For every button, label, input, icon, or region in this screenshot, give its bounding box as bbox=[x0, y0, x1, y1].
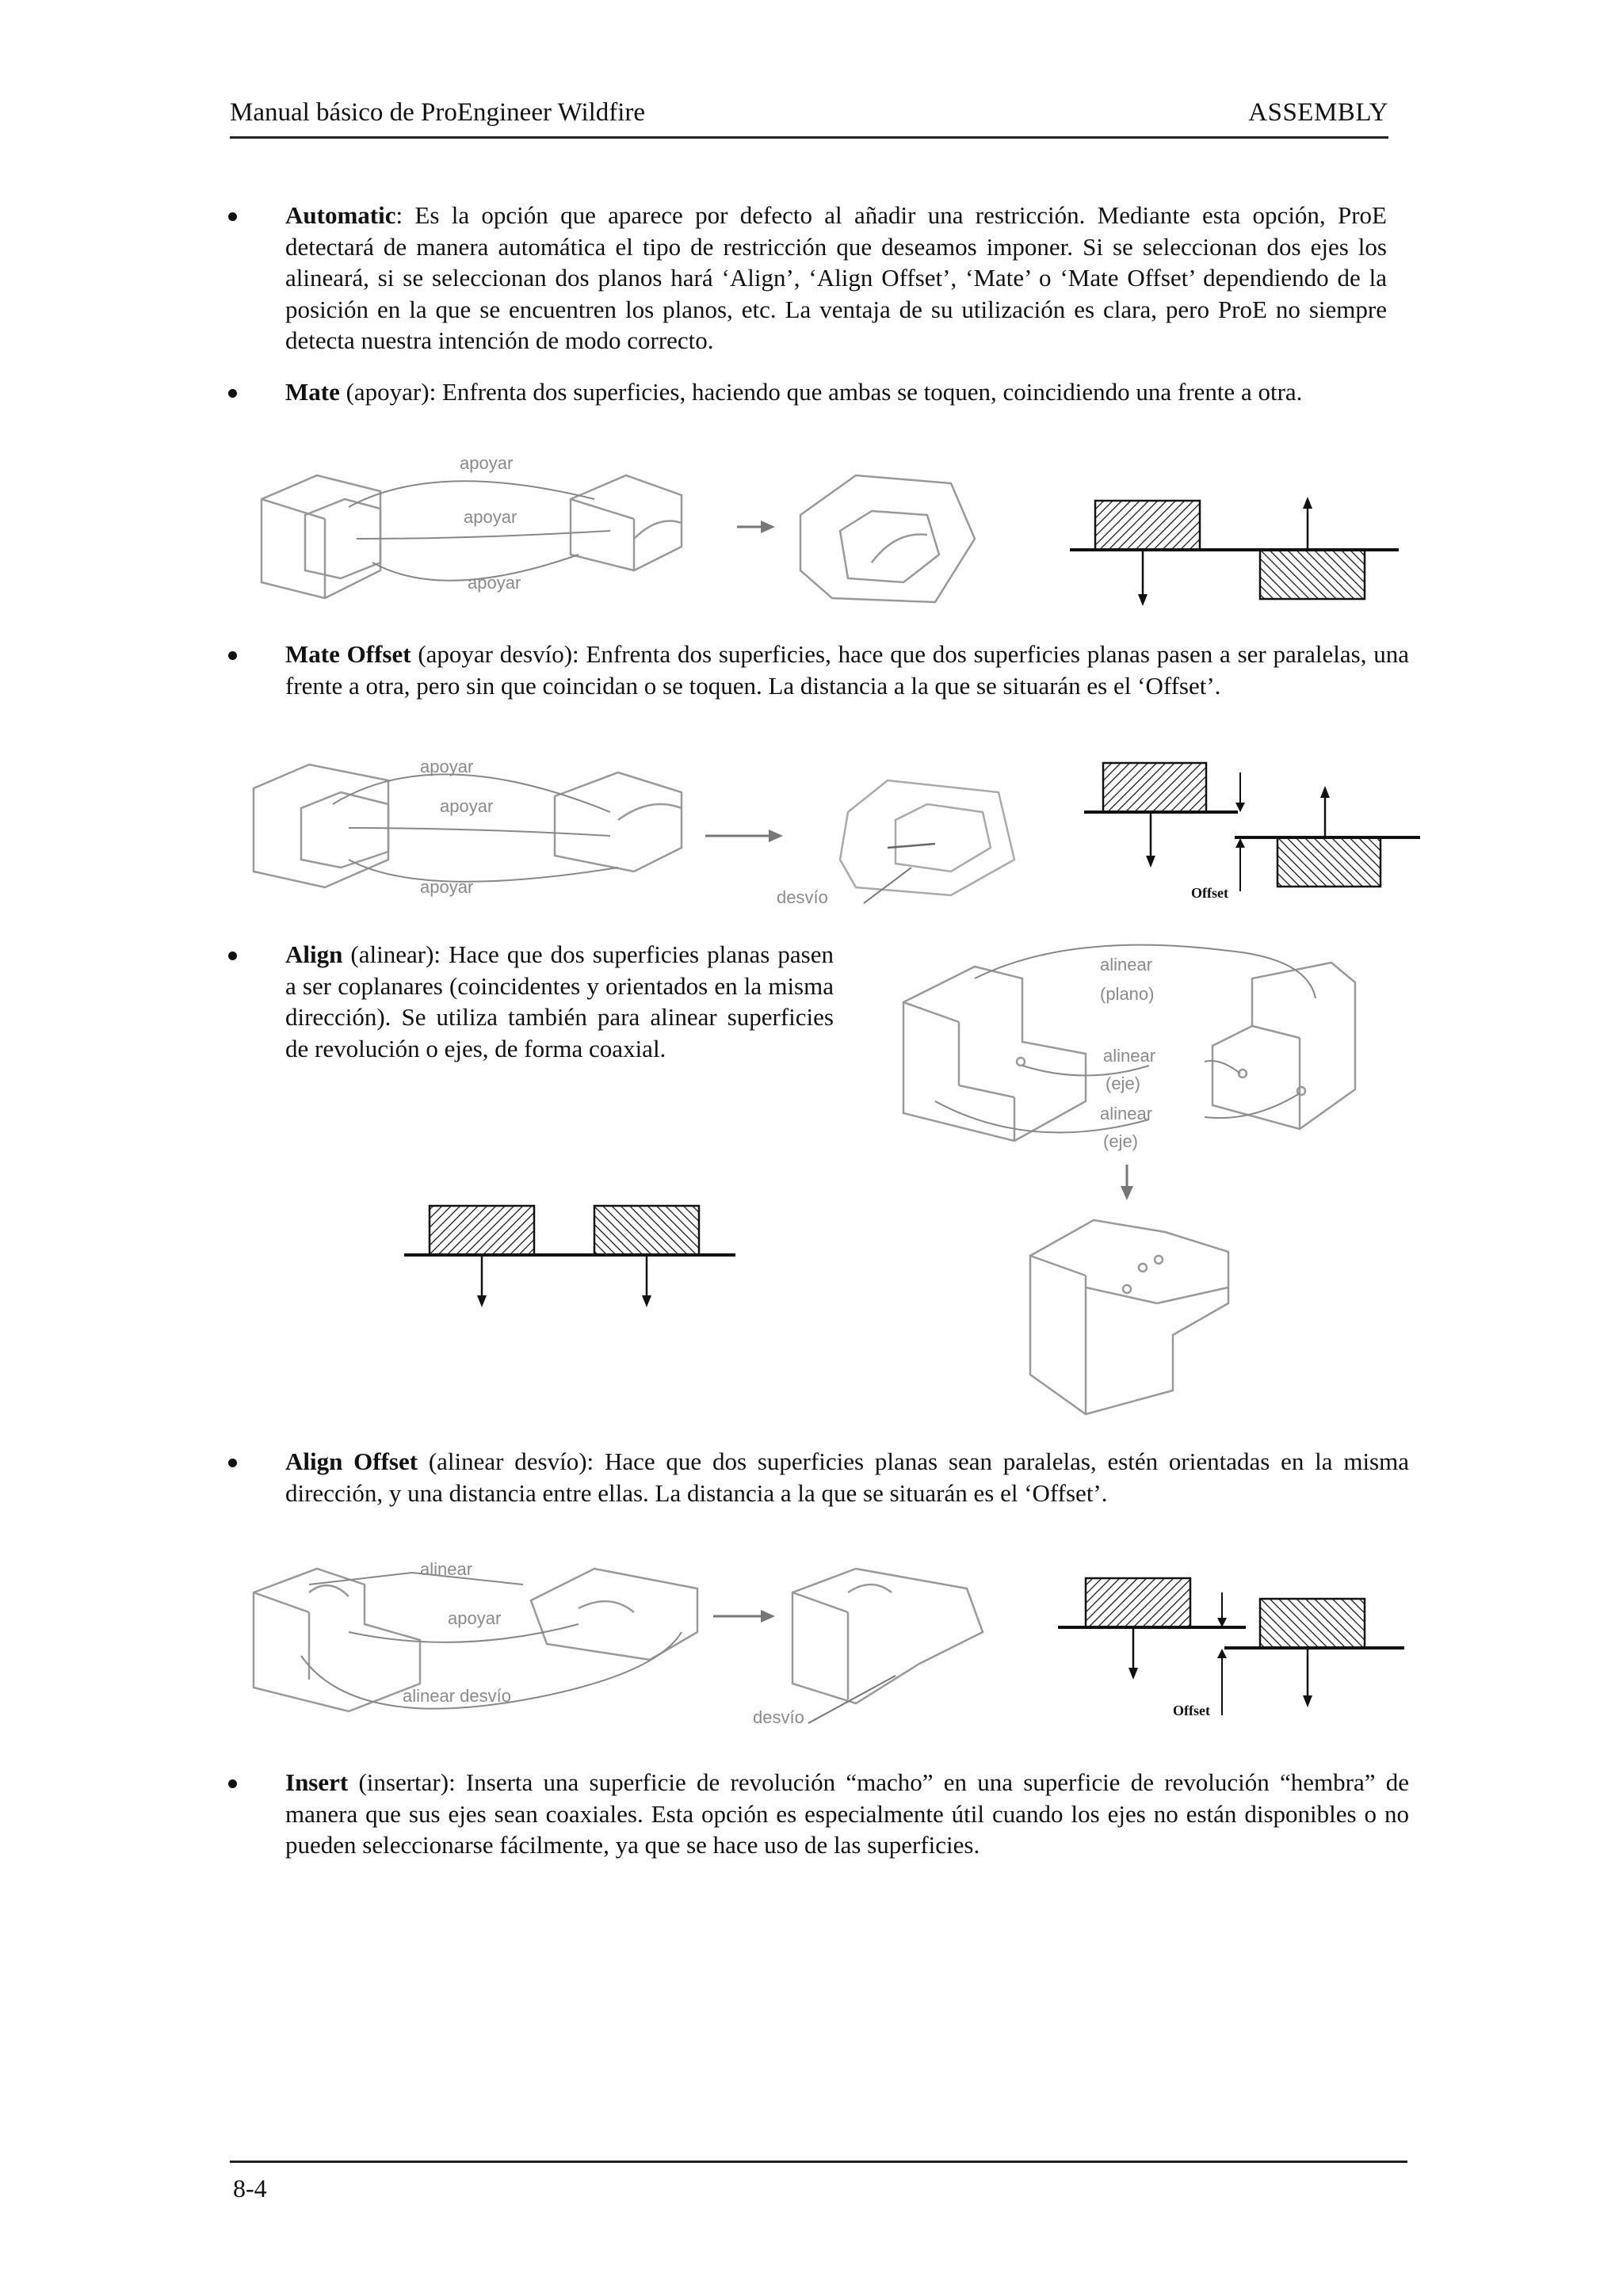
desvio-leader-line bbox=[808, 1676, 896, 1723]
description: (apoyar): Enfrenta dos superficies, haciendo que ambas se toquen, coincidiendo una frente a otra. bbox=[339, 378, 1303, 406]
label-alinear: alinear bbox=[1103, 1046, 1156, 1066]
label-eje: (eje) bbox=[1106, 1074, 1141, 1093]
page-header bbox=[230, 95, 1388, 139]
arrow-down-icon bbox=[1121, 1165, 1133, 1200]
term: Automatic bbox=[285, 201, 396, 229]
bullet-icon bbox=[228, 1779, 237, 1788]
description: (alinear desvío): Hace que dos superficies planas sean paralelas, estén orientadas en la misma dirección, y una distancia entre ellas. La distancia a la que se situarán es el ‘Offset’. bbox=[285, 1447, 1409, 1507]
header-title: Manual básico de ProEngineer Wildfire bbox=[230, 98, 646, 127]
arrow-icon bbox=[713, 1610, 775, 1623]
label-apoyar: apoyar bbox=[448, 1608, 502, 1628]
align-3d-figure bbox=[888, 947, 1379, 1398]
label-alinear: alinear bbox=[420, 1559, 473, 1579]
description: (alinear): Hace que dos superficies planas pasen a ser coplanares (coincidentes y orientados en la misma dirección). Se utiliza también para alinear superficies de revolución o ejes, de forma coaxial. bbox=[285, 940, 834, 1062]
arrow-icon bbox=[705, 830, 783, 842]
label-apoyar: apoyar bbox=[440, 796, 494, 816]
desvio-leader-line bbox=[864, 868, 911, 903]
label-eje: (eje) bbox=[1103, 1131, 1139, 1151]
arrow-icon bbox=[737, 521, 775, 533]
bullet-icon bbox=[228, 651, 237, 660]
label-desvio: desvío bbox=[753, 1707, 804, 1727]
align-assembled bbox=[1030, 1220, 1228, 1414]
mate-offset-part-right bbox=[555, 772, 682, 871]
bullet-icon bbox=[228, 1459, 237, 1467]
mate-offset-figure bbox=[238, 749, 1411, 919]
mate-offset-assembled bbox=[840, 780, 1014, 895]
label-offset: Offset bbox=[1191, 885, 1228, 901]
term: Align Offset bbox=[285, 1447, 418, 1475]
label-offset: Offset bbox=[1173, 1703, 1210, 1718]
bullet-icon bbox=[228, 212, 237, 221]
align-schematic bbox=[396, 1188, 745, 1315]
mate-offset-schematic bbox=[1084, 763, 1420, 891]
label-apoyar: apoyar bbox=[420, 757, 474, 776]
bullet-icon bbox=[228, 389, 237, 398]
list-item-mate bbox=[228, 376, 1409, 408]
list-item-insert bbox=[228, 1767, 1409, 1861]
label-alinear: alinear bbox=[1100, 1104, 1153, 1123]
align-3d-diagram bbox=[888, 947, 1379, 1398]
list-item-align-offset bbox=[228, 1446, 1409, 1508]
label-desvio: desvío bbox=[777, 887, 828, 907]
bullet-icon bbox=[228, 952, 237, 960]
list-item-mate-offset bbox=[228, 639, 1409, 701]
label-alinear-desvio: alinear desvío bbox=[403, 1686, 511, 1706]
label-plano: (plano) bbox=[1100, 984, 1155, 1004]
align-schematic-figure bbox=[396, 1188, 745, 1315]
mate-offset-diagram bbox=[238, 749, 1411, 919]
label-alinear: alinear bbox=[1100, 955, 1153, 974]
page-number: 8-4 bbox=[233, 2174, 267, 2203]
description: : Es la opción que aparece por defecto al añadir una restricción. Mediante esta opción, ProE detectará de manera automática el tipo de restricción que deseamos imponer. Si se seleccionan dos ejes los alineará, si se seleccionan dos planos hará ‘Align’, ‘Align Offset’, ‘Mate’ o ‘Mate Offset’ dependiendo de la posición en la que se encuentren los planos, etc. La ventaja de su utilización es clara, pero ProE no siempre detecta nuestra intención de modo correcto. bbox=[285, 201, 1387, 354]
align-offset-schematic bbox=[1058, 1578, 1404, 1715]
term: Mate bbox=[285, 378, 340, 406]
mate-schematic bbox=[1070, 497, 1399, 606]
list-item-align bbox=[228, 939, 834, 1064]
mate-diagram bbox=[238, 452, 1411, 626]
mate-part-right bbox=[571, 475, 682, 570]
align-offset-figure bbox=[238, 1545, 1411, 1731]
mate-assembled bbox=[800, 475, 975, 602]
term: Mate Offset bbox=[285, 640, 411, 668]
align-offset-assembled bbox=[792, 1569, 983, 1703]
mate-figure bbox=[238, 452, 1411, 626]
description: (insertar): Inserta una superficie de revolución “macho” en una superficie de revolución “hembra” de manera que sus ejes sean coaxiales. Esta opción es especialmente útil cuando los ejes no están disponibles o no pueden seleccionarse fácilmente, ya que se hace uso de las superficies. bbox=[285, 1768, 1409, 1859]
page-footer bbox=[230, 2161, 1407, 2203]
label-apoyar: apoyar bbox=[468, 573, 521, 593]
label-apoyar: apoyar bbox=[420, 877, 474, 897]
mate-part-left bbox=[262, 475, 380, 598]
align-offset-part-right bbox=[531, 1569, 697, 1660]
header-section: ASSEMBLY bbox=[1248, 98, 1388, 127]
label-apoyar: apoyar bbox=[464, 507, 517, 527]
term: Insert bbox=[285, 1768, 349, 1796]
description: (apoyar desvío): Enfrenta dos superficies, hace que dos superficies planas pasen a ser paralelas, una frente a otra, pero sin que coincidan o se toquen. La distancia a la que se situarán es el ‘Offset’. bbox=[285, 640, 1409, 700]
align-part-right bbox=[1212, 963, 1355, 1129]
label-apoyar: apoyar bbox=[460, 453, 514, 473]
term: Align bbox=[285, 940, 343, 968]
align-offset-diagram bbox=[238, 1545, 1411, 1731]
align-part-left bbox=[903, 967, 1086, 1141]
list-item-automatic bbox=[228, 200, 1387, 357]
